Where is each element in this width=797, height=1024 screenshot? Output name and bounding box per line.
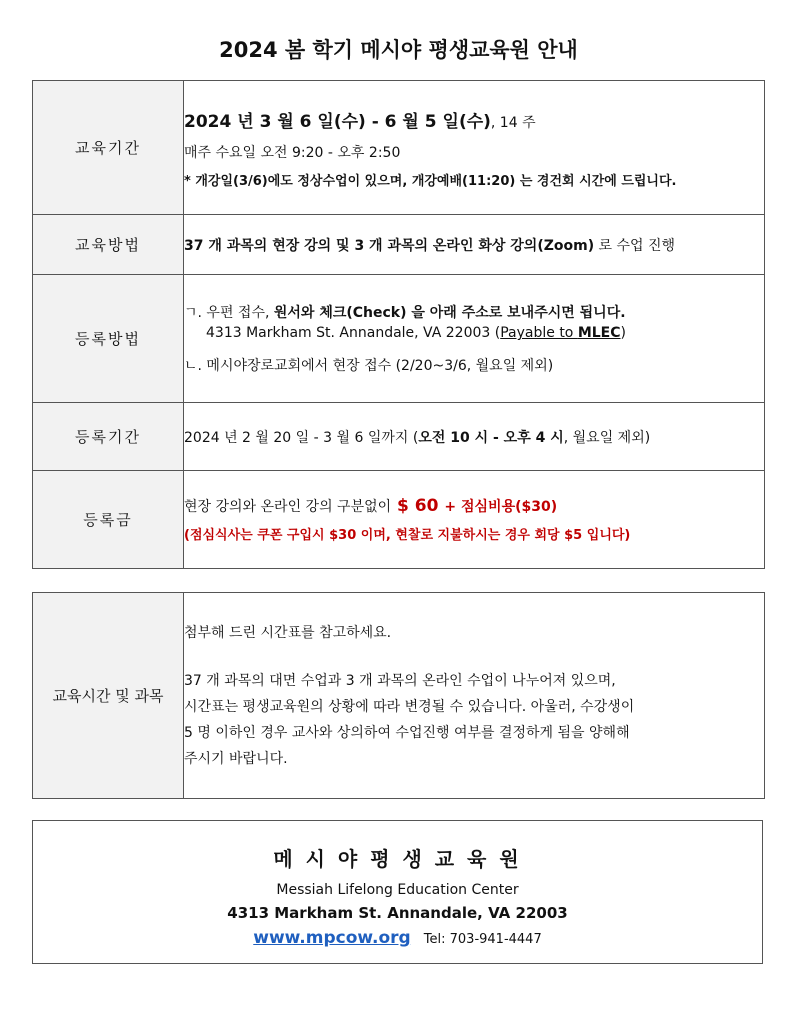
row-courses <box>33 593 765 799</box>
value-period <box>184 81 765 215</box>
value-method <box>184 215 765 275</box>
label-period: 교육기간 <box>33 81 184 215</box>
label-registration: 등록방법 <box>33 275 184 403</box>
row-reg-period <box>33 403 765 471</box>
reg-payable: Payable to MLEC <box>500 325 621 341</box>
footer-name: 메 시 야 평 생 교 육 원 <box>273 847 522 871</box>
reg-a-bold: 원서와 체크(Check) 을 아래 주소로 보내주시면 됩니다. <box>273 305 626 321</box>
value-fee <box>184 471 765 569</box>
courses-p2-line: 5 명 이하인 경우 교사와 상의하여 수업진행 여부를 결정하게 됨을 양해해 <box>184 724 630 741</box>
courses-table <box>32 592 765 799</box>
fee-price: $ 60 <box>391 496 445 516</box>
info-table <box>32 80 765 569</box>
method-bold: 37 개 과목의 현장 강의 및 3 개 과목의 온라인 화상 강의(Zoom) <box>184 237 595 254</box>
value-reg-period: 2024 년 2 월 20 일 - 3 월 6 일까지 (오전 10 시 - 오후 4 시, 월요일 제외) <box>184 403 765 471</box>
reg-b: ㄴ. 메시야장로교회에서 현장 접수 (2/20~3/6, 월요일 제외) <box>184 358 554 374</box>
label-courses: 교육시간 및 과목 <box>33 593 184 799</box>
fee-note: (점심식사는 쿠폰 구입시 $30 이며, 현찰로 지불하시는 경우 회당 $5 입니다) <box>184 528 631 543</box>
value-courses <box>184 593 765 799</box>
reg-address: 4313 Markham St. Annandale, VA 22003 ( <box>206 325 501 341</box>
period-note: * 개강일(3/6)에도 정상수업이 있으며, 개강예배(11:20) 는 경건회 시간에 드립니다. <box>184 173 677 189</box>
fee-text: 현장 강의와 온라인 강의 구분없이 <box>184 499 392 515</box>
label-method: 교육방법 <box>33 215 184 275</box>
label-reg-period: 등록기간 <box>33 403 184 471</box>
row-registration <box>33 275 765 403</box>
row-period <box>33 81 765 215</box>
footer-address: 4313 Markham St. Annandale, VA 22003 <box>227 904 568 922</box>
row-method <box>33 215 765 275</box>
courses-p2-line: 37 개 과목의 대면 수업과 3 개 과목의 온라인 수업이 나누어져 있으며, <box>184 672 616 689</box>
row-fee <box>33 471 765 569</box>
reg-a-prefix: ㄱ. 우편 접수, <box>184 305 274 321</box>
courses-p2-line: 시간표는 평생교육원의 상황에 따라 변경될 수 있습니다. 아울러, 수강생이 <box>184 698 635 715</box>
courses-p1: 첨부해 드린 시간표를 참고하세요. <box>184 624 392 641</box>
website-link[interactable]: www.mpcow.org <box>253 928 411 948</box>
footer-box <box>32 820 763 964</box>
value-registration: ㄱ. 우편 접수, 원서와 체크(Check) 을 아래 주소로 보내주시면 됩니다. 4313 Markham St. Annandale, VA 22003 (Payable to MLEC) ㄴ. 메시야장로교회에서 현장 접수 (2/20~3/6, 월요일 제외) <box>184 275 765 403</box>
method-rest: 로 수업 진행 <box>594 237 676 254</box>
fee-meal: + 점심비용($30) <box>444 499 558 515</box>
courses-p2-line: 주시기 바랍니다. <box>184 750 288 767</box>
label-fee: 등록금 <box>33 471 184 569</box>
footer-english: Messiah Lifelong Education Center <box>276 882 519 898</box>
period-dates: 2024 년 3 월 6 일(수) - 6 월 5 일(수) <box>184 111 491 132</box>
period-schedule: 매주 수요일 오전 9:20 - 오후 2:50 <box>184 144 401 161</box>
period-weeks: , 14 주 <box>490 114 536 131</box>
page-title: 2024 봄 학기 메시야 평생교육원 안내 <box>219 38 578 62</box>
footer-tel: Tel: 703-941-4447 <box>423 932 542 947</box>
